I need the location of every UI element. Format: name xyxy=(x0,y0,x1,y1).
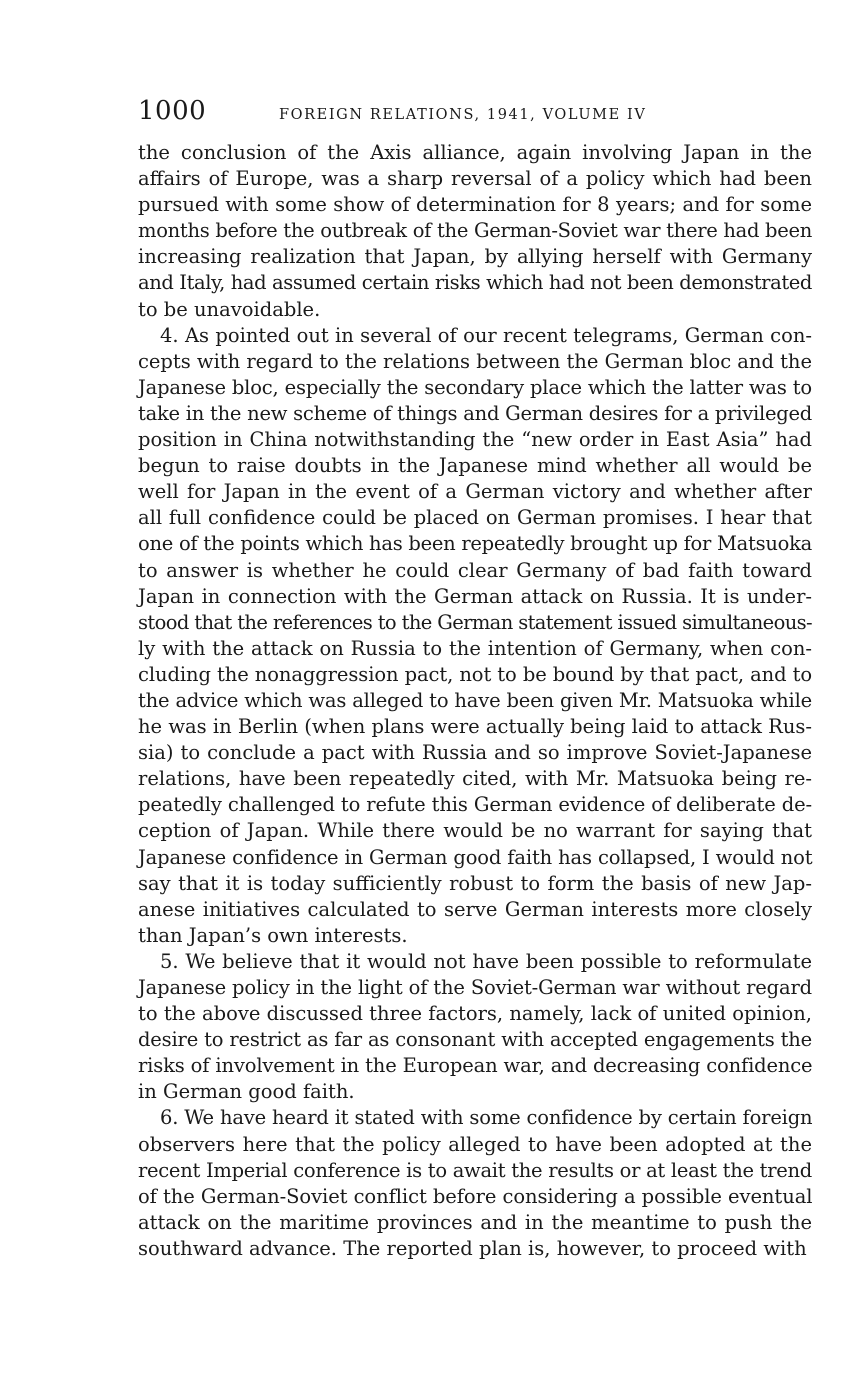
document-page xyxy=(138,96,812,1262)
text-line: ception of Japan. While there would be no warrant for saying that xyxy=(138,819,812,843)
text-line: desire to restrict as far as consonant with accepted engagements the xyxy=(138,1028,812,1052)
text-line: to the above discussed three factors, namely, lack of united opinion, xyxy=(138,1002,812,1026)
text-line: southward advance. The reported plan is, however, to proceed with xyxy=(138,1236,807,1260)
text-line: relations, have been repeatedly cited, with Mr. Matsuoka being re- xyxy=(138,767,812,791)
text-line: months before the outbreak of the German-Soviet war there had been xyxy=(138,219,812,243)
text-line: one of the points which has been repeatedly brought up for Matsuoka xyxy=(138,532,812,556)
text-line: to answer is whether he could clear Germany of bad faith toward xyxy=(138,558,812,582)
text-line: cepts with regard to the relations between the German bloc and the xyxy=(138,349,812,373)
text-line: 6. We have heard it stated with some confidence by certain foreign xyxy=(160,1106,813,1130)
text-line: he was in Berlin (when plans were actually being laid to attack Rus- xyxy=(138,715,812,739)
running-head: FOREIGN RELATIONS, 1941, VOLUME IV xyxy=(279,107,647,123)
text-line: Japanese bloc, especially the secondary place which the latter was to xyxy=(138,375,812,399)
paragraph-2 xyxy=(138,323,812,949)
text-line: pursued with some show of determination for 8 years; and for some xyxy=(138,193,812,217)
text-line: take in the new scheme of things and German desires for a privileged xyxy=(138,401,813,425)
paragraph-1 xyxy=(138,140,812,323)
text-line: to be unavoidable. xyxy=(138,297,321,321)
text-line: 4. As pointed out in several of our recent telegrams, German con- xyxy=(160,323,812,347)
text-line: stood that the references to the German statement issued simultaneous- xyxy=(138,610,812,634)
page-number: 1000 xyxy=(138,96,207,126)
text-line: attack on the maritime provinces and in the meantime to push the xyxy=(138,1210,812,1234)
text-line: all full confidence could be placed on German promises. I hear that xyxy=(138,506,812,530)
paragraph-3 xyxy=(138,949,812,1106)
text-line: the advice which was alleged to have been given Mr. Matsuoka while xyxy=(138,688,812,712)
text-line: peatedly challenged to refute this German evidence of deliberate de- xyxy=(138,793,812,817)
text-line: Japanese confidence in German good faith has collapsed, I would not xyxy=(138,845,813,869)
text-line: and Italy, had assumed certain risks which had not been demonstrated xyxy=(138,271,812,295)
text-line: affairs of Europe, was a sharp reversal of a policy which had been xyxy=(138,167,812,191)
text-line: increasing realization that Japan, by allying herself with Germany xyxy=(138,245,812,269)
text-line: ly with the attack on Russia to the intention of Germany, when con- xyxy=(138,636,812,660)
text-line: sia) to conclude a pact with Russia and so improve Soviet-Japanese xyxy=(138,741,812,765)
paragraph-4 xyxy=(138,1105,812,1262)
text-line: anese initiatives calculated to serve German interests more closely xyxy=(138,897,812,921)
text-line: position in China notwithstanding the “new order in East Asia” had xyxy=(138,428,812,452)
text-line: well for Japan in the event of a German victory and whether after xyxy=(138,480,812,504)
text-line: 5. We believe that it would not have been possible to reformulate xyxy=(160,949,812,973)
body-text xyxy=(138,140,812,1262)
text-line: than Japan’s own interests. xyxy=(138,923,408,947)
text-line: in German good faith. xyxy=(138,1080,355,1104)
text-line: begun to raise doubts in the Japanese mind whether all would be xyxy=(138,454,812,478)
text-line: Japan in connection with the German attack on Russia. It is under- xyxy=(138,584,812,608)
text-line: of the German-Soviet conflict before considering a possible eventual xyxy=(138,1184,813,1208)
page-header xyxy=(138,96,812,130)
text-line: risks of involvement in the European war, and decreasing confidence xyxy=(138,1054,813,1078)
text-line: say that it is today sufficiently robust to form the basis of new Jap- xyxy=(138,871,812,895)
text-line: Japanese policy in the light of the Soviet-German war without regard xyxy=(138,976,812,999)
text-line: the conclusion of the Axis alliance, again involving Japan in the xyxy=(138,141,812,164)
text-line: observers here that the policy alleged to have been adopted at the xyxy=(138,1132,812,1156)
text-line: recent Imperial conference is to await the results or at least the trend xyxy=(138,1158,812,1182)
text-line: cluding the nonaggression pact, not to be bound by that pact, and to xyxy=(138,662,812,686)
